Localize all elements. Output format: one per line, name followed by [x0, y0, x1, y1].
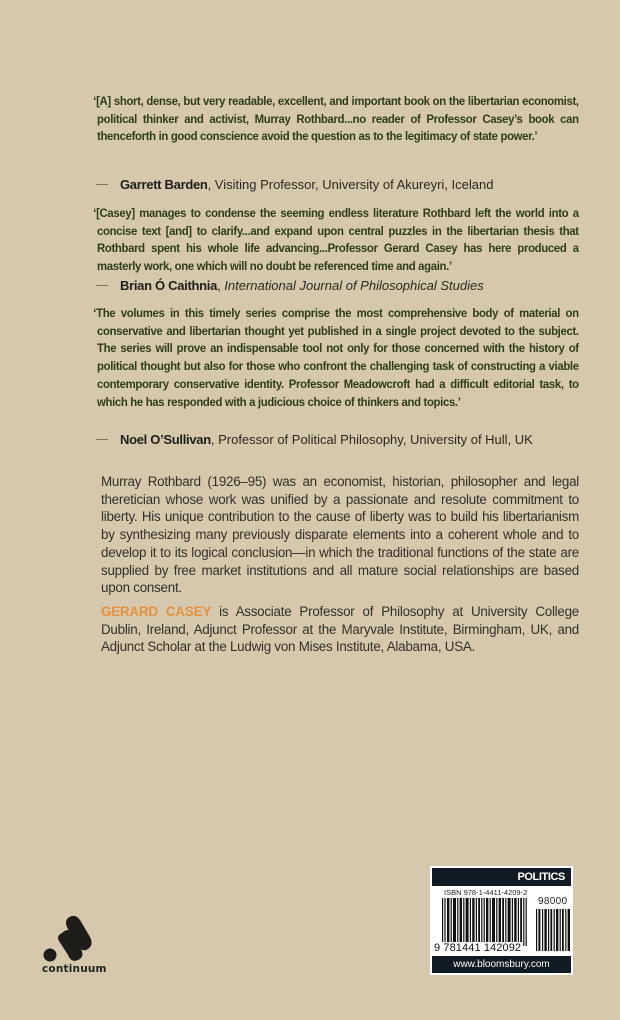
barcode-icon	[442, 898, 527, 946]
em-dash	[96, 184, 108, 185]
quote-text: ‘[Casey] manages to condense the seeming endless literature Rothbard left the world into a concise text [and] to clarify...and expand upon central puzzles in the libertarian thesis that Rothbard spent his whole life advancing...Professor Gerard Casey has here produced a masterly work, one which will no doubt be referenced time and again.’	[93, 206, 579, 274]
quote-text: ‘The volumes in this timely series comprise the most comprehensive body of material on conservative and libertarian thought yet published in a single project devoted to the subject. The series will prove an indispensable tool not only for those concerned with the history of political thought but also for those who confront the challenging task of constructing a viable contemporary conservative identity. Professor Meadowcroft had a difficult editorial task, to which he has responded with a judicious choice of thinkers and topics.’	[93, 306, 579, 409]
quote-attribution-3	[96, 432, 533, 447]
review-quote-1	[93, 93, 579, 146]
em-dash	[96, 439, 108, 440]
barcode-digits: 9 781441 142092	[434, 942, 522, 954]
quote-attribution-2	[96, 278, 484, 293]
review-quote-3	[93, 305, 579, 411]
author-bio	[101, 603, 579, 656]
price-code: 98000	[538, 896, 568, 907]
book-description	[101, 473, 579, 597]
reviewer-name: Noel O’Sullivan	[120, 432, 211, 447]
em-dash	[96, 285, 108, 286]
publisher-website: www.bloomsbury.com	[432, 956, 571, 973]
quote-attribution-1	[96, 177, 493, 192]
reviewer-affiliation: , Professor of Political Philosophy, University of Hull, UK	[210, 432, 533, 447]
reviewer-affiliation: , Visiting Professor, University of Akureyri, Iceland	[207, 177, 494, 192]
review-quote-2	[93, 205, 579, 276]
category-label: POLITICS	[432, 868, 571, 886]
author-bio-text: is Associate Professor of Philosophy at University College Dublin, Ireland, Adjunct Professor at the Maryvale Institute, Birmingham, UK, and Adjunct Scholar at the Ludwig von Mises Institute, Alabama, USA.	[101, 604, 579, 655]
barcode-box	[430, 866, 573, 975]
quote-text: ‘[A] short, dense, but very readable, excellent, and important book on the libertarian economist, political thinker and activist, Murray Rothbard...no reader of Professor Casey’s book can thenceforth in good conscience avoid the question as to the legitimacy of state power.’	[93, 94, 579, 144]
reviewer-journal: International Journal of Philosophical Studies	[224, 278, 484, 293]
author-name: GERARD CASEY	[101, 604, 212, 619]
reviewer-comma: ,	[217, 278, 225, 293]
isbn-label: ISBN 978-1-4411-4209-2	[444, 888, 528, 897]
publisher-name: continuum	[42, 963, 107, 975]
reviewer-name: Garrett Barden	[120, 177, 208, 192]
barcode-addon-icon	[536, 909, 571, 951]
reviewer-name: Brian Ó Caithnia	[120, 278, 218, 293]
description-text: Murray Rothbard (1926–95) was an economist, historian, philosopher and legal theretician whose work was unified by a passionate and resolute commitment to liberty. His unique contribution to the cause of liberty was to build his libertarianism by synthesizing many previously disparate elements into a coherent whole and to develop it to its logical conclusion—in which the traditional functions of the state are supplied by free market institutions and all mature social relationships are based upon consent.	[101, 474, 579, 596]
